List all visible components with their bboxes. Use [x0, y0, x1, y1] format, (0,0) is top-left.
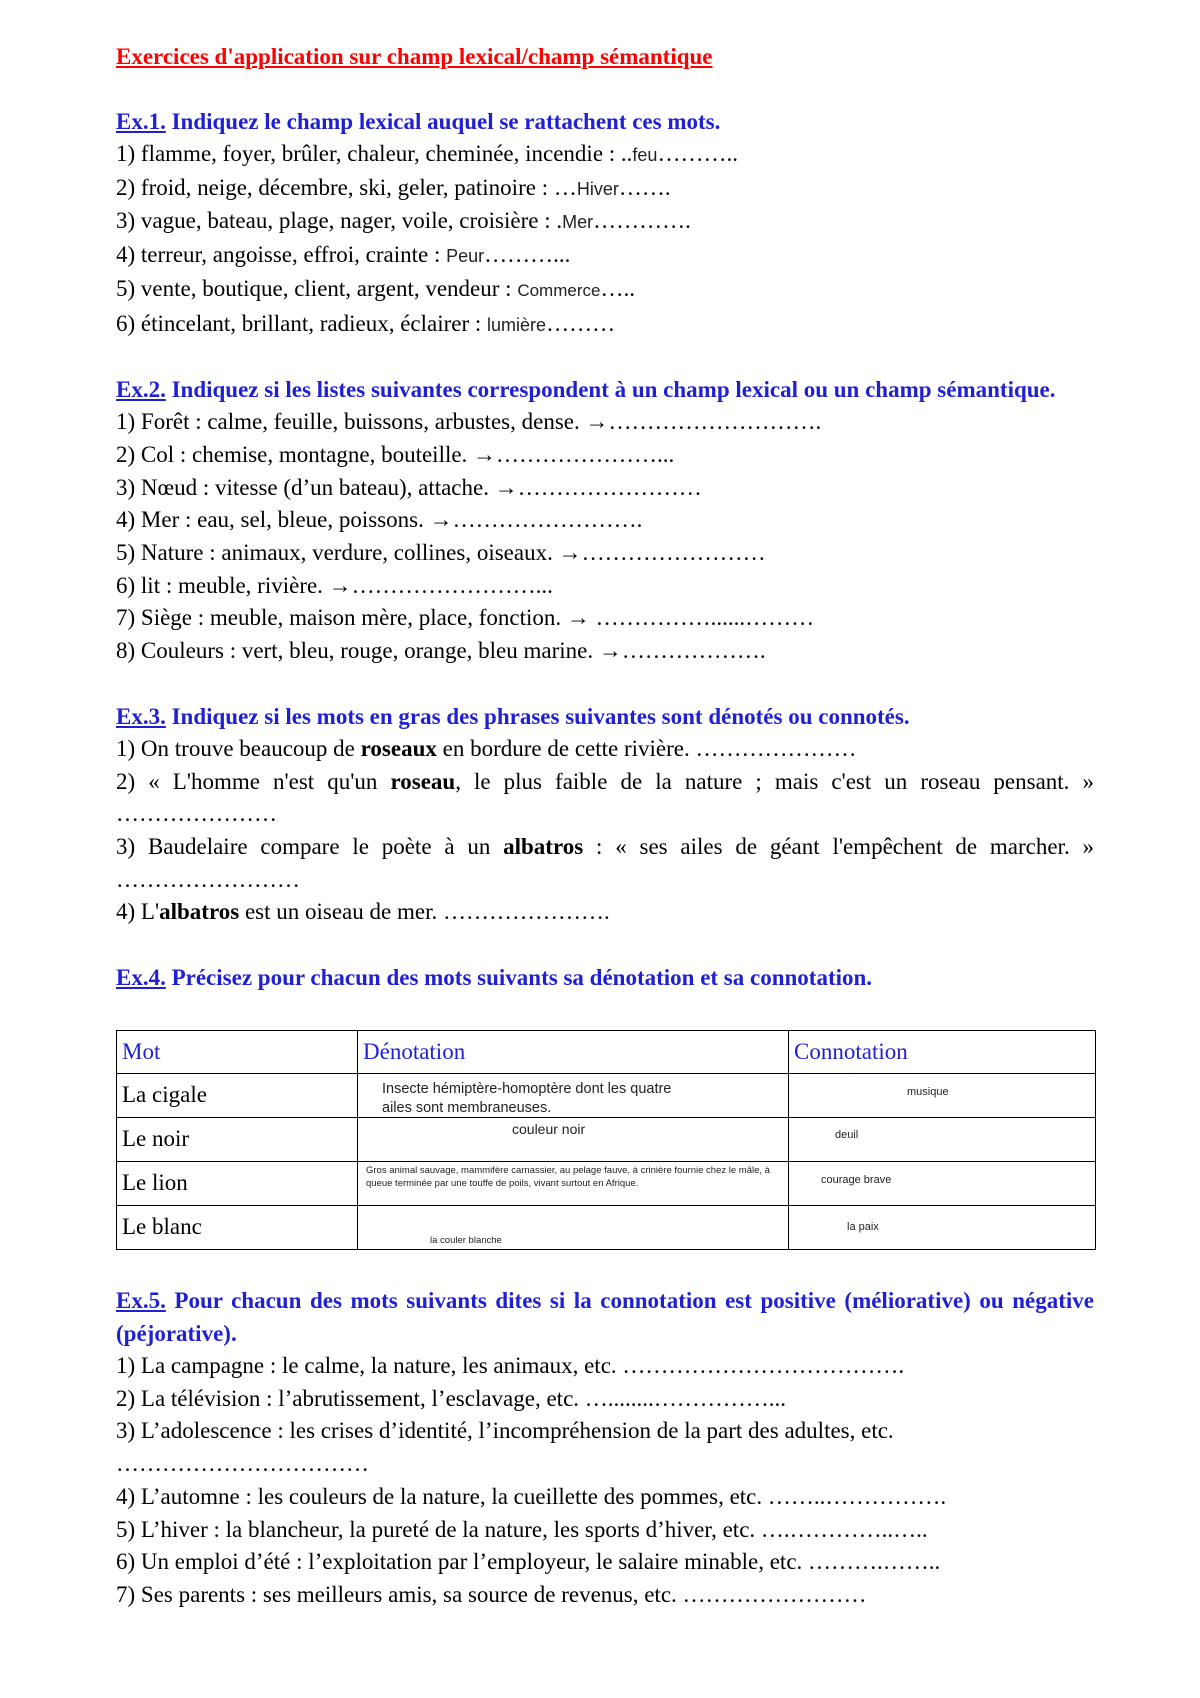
item-text: 6) étincelant, brillant, radieux, éclairer :: [116, 310, 488, 336]
list-item: 7) Ses parents : ses meilleurs amis, sa source de revenus, etc. ……………………: [116, 1581, 867, 1607]
cell-mot: Le noir: [117, 1118, 358, 1162]
cell-connotation: [789, 1162, 1096, 1206]
list-item: 4) Mer : eau, sel, bleue, poissons. →…………………….: [116, 507, 643, 533]
exercise-1-number: Ex.1.: [116, 109, 166, 134]
handwritten-answer: deuil: [835, 1129, 859, 1142]
answer-dots: …….: [618, 174, 671, 200]
answer-dots: ………...: [484, 242, 571, 268]
cell-mot: Le blanc: [117, 1206, 358, 1250]
cell-connotation: [789, 1074, 1096, 1118]
item-text: 5) vente, boutique, client, argent, vendeur :: [116, 275, 518, 301]
list-item: 5) Nature : animaux, verdure, collines, oiseaux. →……………………: [116, 540, 766, 566]
list-item: 5) L’hiver : la blancheur, la pureté de la nature, les sports d’hiver, etc. ….…………..…..: [116, 1516, 928, 1542]
answer-dots: ………: [546, 310, 616, 336]
item-text: : « ses ailes de géant l'empêchent de marcher. » ……………………: [116, 833, 1094, 892]
exercise-5-instruction: Pour chacun des mots suivants dites si la connotation est positive (méliorative) ou négative (péjorative).: [116, 1288, 1094, 1347]
handwritten-answer: courage brave: [821, 1174, 892, 1187]
list-item: 8) Couleurs : vert, bleu, rouge, orange, bleu marine. →……………….: [116, 638, 766, 664]
handwritten-answer: couleur noir: [512, 1121, 586, 1138]
handwritten-answer: Peur: [446, 246, 485, 267]
list-item: [116, 831, 1094, 896]
header-denotation: Dénotation: [358, 1031, 789, 1074]
cell-mot: Le lion: [117, 1162, 358, 1206]
list-item: [116, 733, 1094, 766]
answer-dots: ………..: [657, 141, 738, 166]
cell-connotation: [789, 1206, 1096, 1250]
table-row: [117, 1074, 1096, 1118]
exercise-5: [116, 1284, 1094, 1612]
table-row: [117, 1162, 1096, 1206]
exercise-2-heading: [116, 373, 1094, 406]
handwritten-answer: Mer: [562, 212, 594, 233]
handwritten-answer: Gros animal sauvage, mammifère carnassier, au pelage fauve, à crinière fournie chez le mâle, à queue terminée par une touffe de poils, vivant surtout en Afrique.: [366, 1165, 770, 1190]
answer-dots: ……………………………: [116, 1451, 369, 1477]
item-text: est un oiseau de mer. ………………….: [239, 899, 610, 925]
exercise-1-instruction: Indiquez le champ lexical auquel se rattachent ces mots.: [171, 109, 721, 134]
list-item: [116, 273, 1094, 308]
list-item: 2) La télévision : l’abrutissement, l’esclavage, etc. …........……………...: [116, 1385, 787, 1411]
page-title: Exercices d'application sur champ lexical/champ sémantique: [116, 44, 713, 69]
header-mot: Mot: [117, 1031, 358, 1074]
exercise-3-heading: [116, 700, 1094, 733]
handwritten-answer: Commerce: [517, 280, 601, 300]
table-row: [117, 1206, 1096, 1250]
cell-connotation: [789, 1118, 1096, 1162]
bold-word: roseau: [390, 768, 456, 794]
answer-dots: …..: [600, 275, 635, 301]
list-item: [116, 766, 1094, 831]
item-text: 2) froid, neige, décembre, ski, geler, patinoire : …: [116, 174, 577, 200]
exercise-2: [116, 373, 1094, 668]
handwritten-answer: la paix: [847, 1221, 879, 1234]
item-text: 1) On trouve beaucoup de: [116, 735, 361, 761]
list-item: [116, 172, 1094, 206]
cell-mot: La cigale: [117, 1074, 358, 1118]
handwritten-answer: la couler blanche: [430, 1235, 502, 1247]
exercise-4-heading: [116, 961, 1094, 994]
exercise-5-heading: [116, 1284, 1094, 1350]
header-connotation: Connotation: [789, 1031, 1096, 1074]
list-item: 1) La campagne : le calme, la nature, les animaux, etc. ……………………………….: [116, 1353, 905, 1379]
item-text: en bordure de cette rivière. …………………: [436, 735, 857, 761]
list-item: 2) Col : chemise, montagne, bouteille. →…………………...: [116, 441, 675, 467]
exercise-4-number: Ex.4.: [116, 965, 166, 991]
item-text: 4) L': [116, 899, 160, 925]
table-header-row: [117, 1031, 1096, 1074]
handwritten-answer: lumière: [487, 314, 547, 335]
exercise-4: [116, 961, 1094, 1250]
exercise-1-heading: [116, 105, 1094, 138]
list-item: 7) Siège : meuble, maison mère, place, fonction. → ……………......………: [116, 605, 815, 631]
exercise-4-instruction: Précisez pour chacun des mots suivants sa dénotation et sa connotation.: [171, 965, 873, 991]
exercise-3-instruction: Indiquez si les mots en gras des phrases suivantes sont dénotés ou connotés.: [171, 703, 910, 729]
handwritten-answer: musique: [907, 1086, 949, 1099]
worksheet-page: [116, 40, 1094, 1644]
answer-dots: ………….: [593, 208, 691, 234]
cell-denotation: [358, 1118, 789, 1162]
list-item: [116, 896, 1094, 929]
list-item: 6) lit : meuble, rivière. →……………………...: [116, 572, 553, 598]
list-item: 3) Nœud : vitesse (d’un bateau), attache. →……………………: [116, 474, 702, 500]
exercise-3: [116, 700, 1094, 929]
exercise-1: [116, 105, 1094, 341]
bold-word: albatros: [503, 833, 584, 859]
list-item: 4) L’automne : les couleurs de la nature, la cueillette des pommes, etc. ……..…………….: [116, 1483, 947, 1509]
handwritten-answer: Hiver: [576, 178, 619, 199]
exercise-2-number: Ex.2.: [116, 377, 166, 403]
item-text: 4) terreur, angoisse, effroi, crainte :: [116, 242, 447, 268]
list-item: 6) Un emploi d’été : l’exploitation par l’employeur, le salaire minable, etc. ……….……..: [116, 1549, 941, 1575]
cell-denotation: [358, 1206, 789, 1250]
item-text: , le plus faible de la nature ; mais c'est un roseau pensant. » …………………: [116, 768, 1094, 827]
table-row: [117, 1118, 1096, 1162]
item-text: 1) flamme, foyer, brûler, chaleur, cheminée, incendie : ..: [116, 141, 633, 166]
handwritten-answer: feu: [632, 145, 658, 165]
denotation-table: [116, 1030, 1096, 1250]
cell-denotation: [358, 1074, 789, 1118]
bold-word: roseaux: [360, 735, 437, 761]
exercise-3-number: Ex.3.: [116, 703, 166, 729]
list-item: [116, 239, 1094, 273]
item-text: 2) « L'homme n'est qu'un: [116, 768, 391, 794]
list-item: [116, 308, 1094, 342]
exercise-2-instruction: Indiquez si les listes suivantes correspondent à un champ lexical ou un champ sémantique.: [171, 377, 1056, 403]
list-item: [116, 205, 1094, 239]
exercise-5-number: Ex.5.: [116, 1288, 166, 1314]
bold-word: albatros: [159, 899, 240, 925]
item-text: 3) vague, bateau, plage, nager, voile, croisière : .: [116, 208, 563, 234]
item-text: 3) Baudelaire compare le poète à un: [116, 833, 504, 859]
list-item: 3) L’adolescence : les crises d’identité, l’incompréhension de la part des adultes, etc.: [116, 1418, 894, 1444]
list-item: 1) Forêt : calme, feuille, buissons, arbustes, dense. →……………………….: [116, 409, 822, 435]
list-item: [116, 138, 1094, 172]
cell-denotation: [358, 1162, 789, 1206]
handwritten-answer: Insecte hémiptère-homoptère dont les quatre ailes sont membraneuses.: [382, 1081, 672, 1117]
